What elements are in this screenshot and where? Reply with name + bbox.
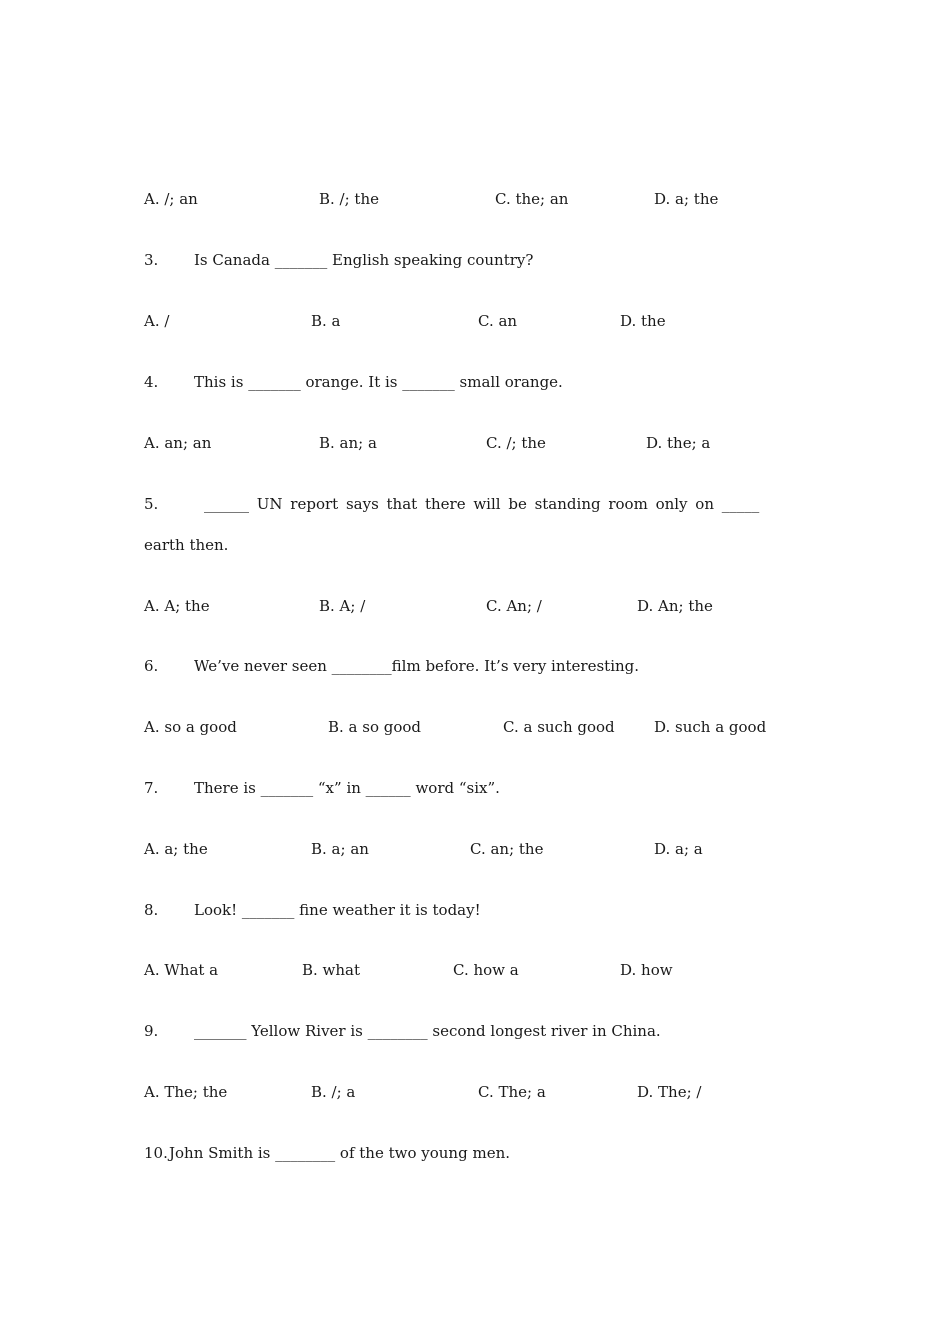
question-number: 6. (144, 657, 159, 675)
option-c: C. An; / (486, 597, 542, 615)
option-b: B. an; a (319, 434, 377, 452)
question-text: We’ve never seen ________film before. It’s very interesting. (194, 657, 640, 675)
option-b: B. A; / (319, 597, 366, 615)
option-c: C. a such good (503, 718, 615, 736)
question-text: John Smith is ________ of the two young men. (169, 1144, 510, 1162)
option-a: A. What a (144, 961, 219, 979)
option-d: D. a; the (654, 190, 719, 208)
option-c: C. /; the (486, 434, 546, 452)
question-text: _______ Yellow River is ________ second longest river in China. (194, 1022, 661, 1040)
question-number: 9. (144, 1022, 159, 1040)
option-a: A. a; the (144, 840, 208, 858)
question-number: 5. (144, 495, 159, 513)
option-a: A. an; an (144, 434, 212, 452)
option-b: B. /; the (319, 190, 379, 208)
option-c: C. the; an (495, 190, 569, 208)
option-d: D. such a good (654, 718, 767, 736)
question-text-line-2: earth then. (144, 536, 229, 554)
option-a: A. A; the (144, 597, 210, 615)
option-a: A. The; the (144, 1083, 228, 1101)
option-b: B. what (302, 961, 361, 979)
option-d: D. a; a (654, 840, 703, 858)
option-d: D. An; the (637, 597, 713, 615)
option-b: B. a; an (311, 840, 369, 858)
question-text: Look! _______ fine weather it is today! (194, 901, 481, 919)
question-number: 3. (144, 251, 159, 269)
question-text: There is _______ “x” in ______ word “six”. (194, 779, 500, 797)
option-c: C. an (478, 312, 518, 330)
option-c: C. an; the (470, 840, 544, 858)
option-d: D. the (620, 312, 666, 330)
option-c: C. The; a (478, 1083, 546, 1101)
question-text-line-1: ______ UN report says that there will be standing room only on _____ (204, 495, 760, 513)
question-number: 4. (144, 373, 159, 391)
option-a: A. so a good (144, 718, 237, 736)
option-d: D. The; / (637, 1083, 702, 1101)
option-b: B. a (311, 312, 341, 330)
question-text: Is Canada _______ English speaking country? (194, 251, 534, 269)
option-d: D. how (620, 961, 673, 979)
question-number: 8. (144, 901, 159, 919)
question-text: This is _______ orange. It is _______ small orange. (194, 373, 563, 391)
option-c: C. how a (453, 961, 519, 979)
question-number: 10. (144, 1144, 168, 1162)
option-a: A. / (144, 312, 170, 330)
option-b: B. /; a (311, 1083, 356, 1101)
question-number: 7. (144, 779, 159, 797)
option-a: A. /; an (144, 190, 198, 208)
option-b: B. a so good (328, 718, 422, 736)
option-d: D. the; a (646, 434, 711, 452)
